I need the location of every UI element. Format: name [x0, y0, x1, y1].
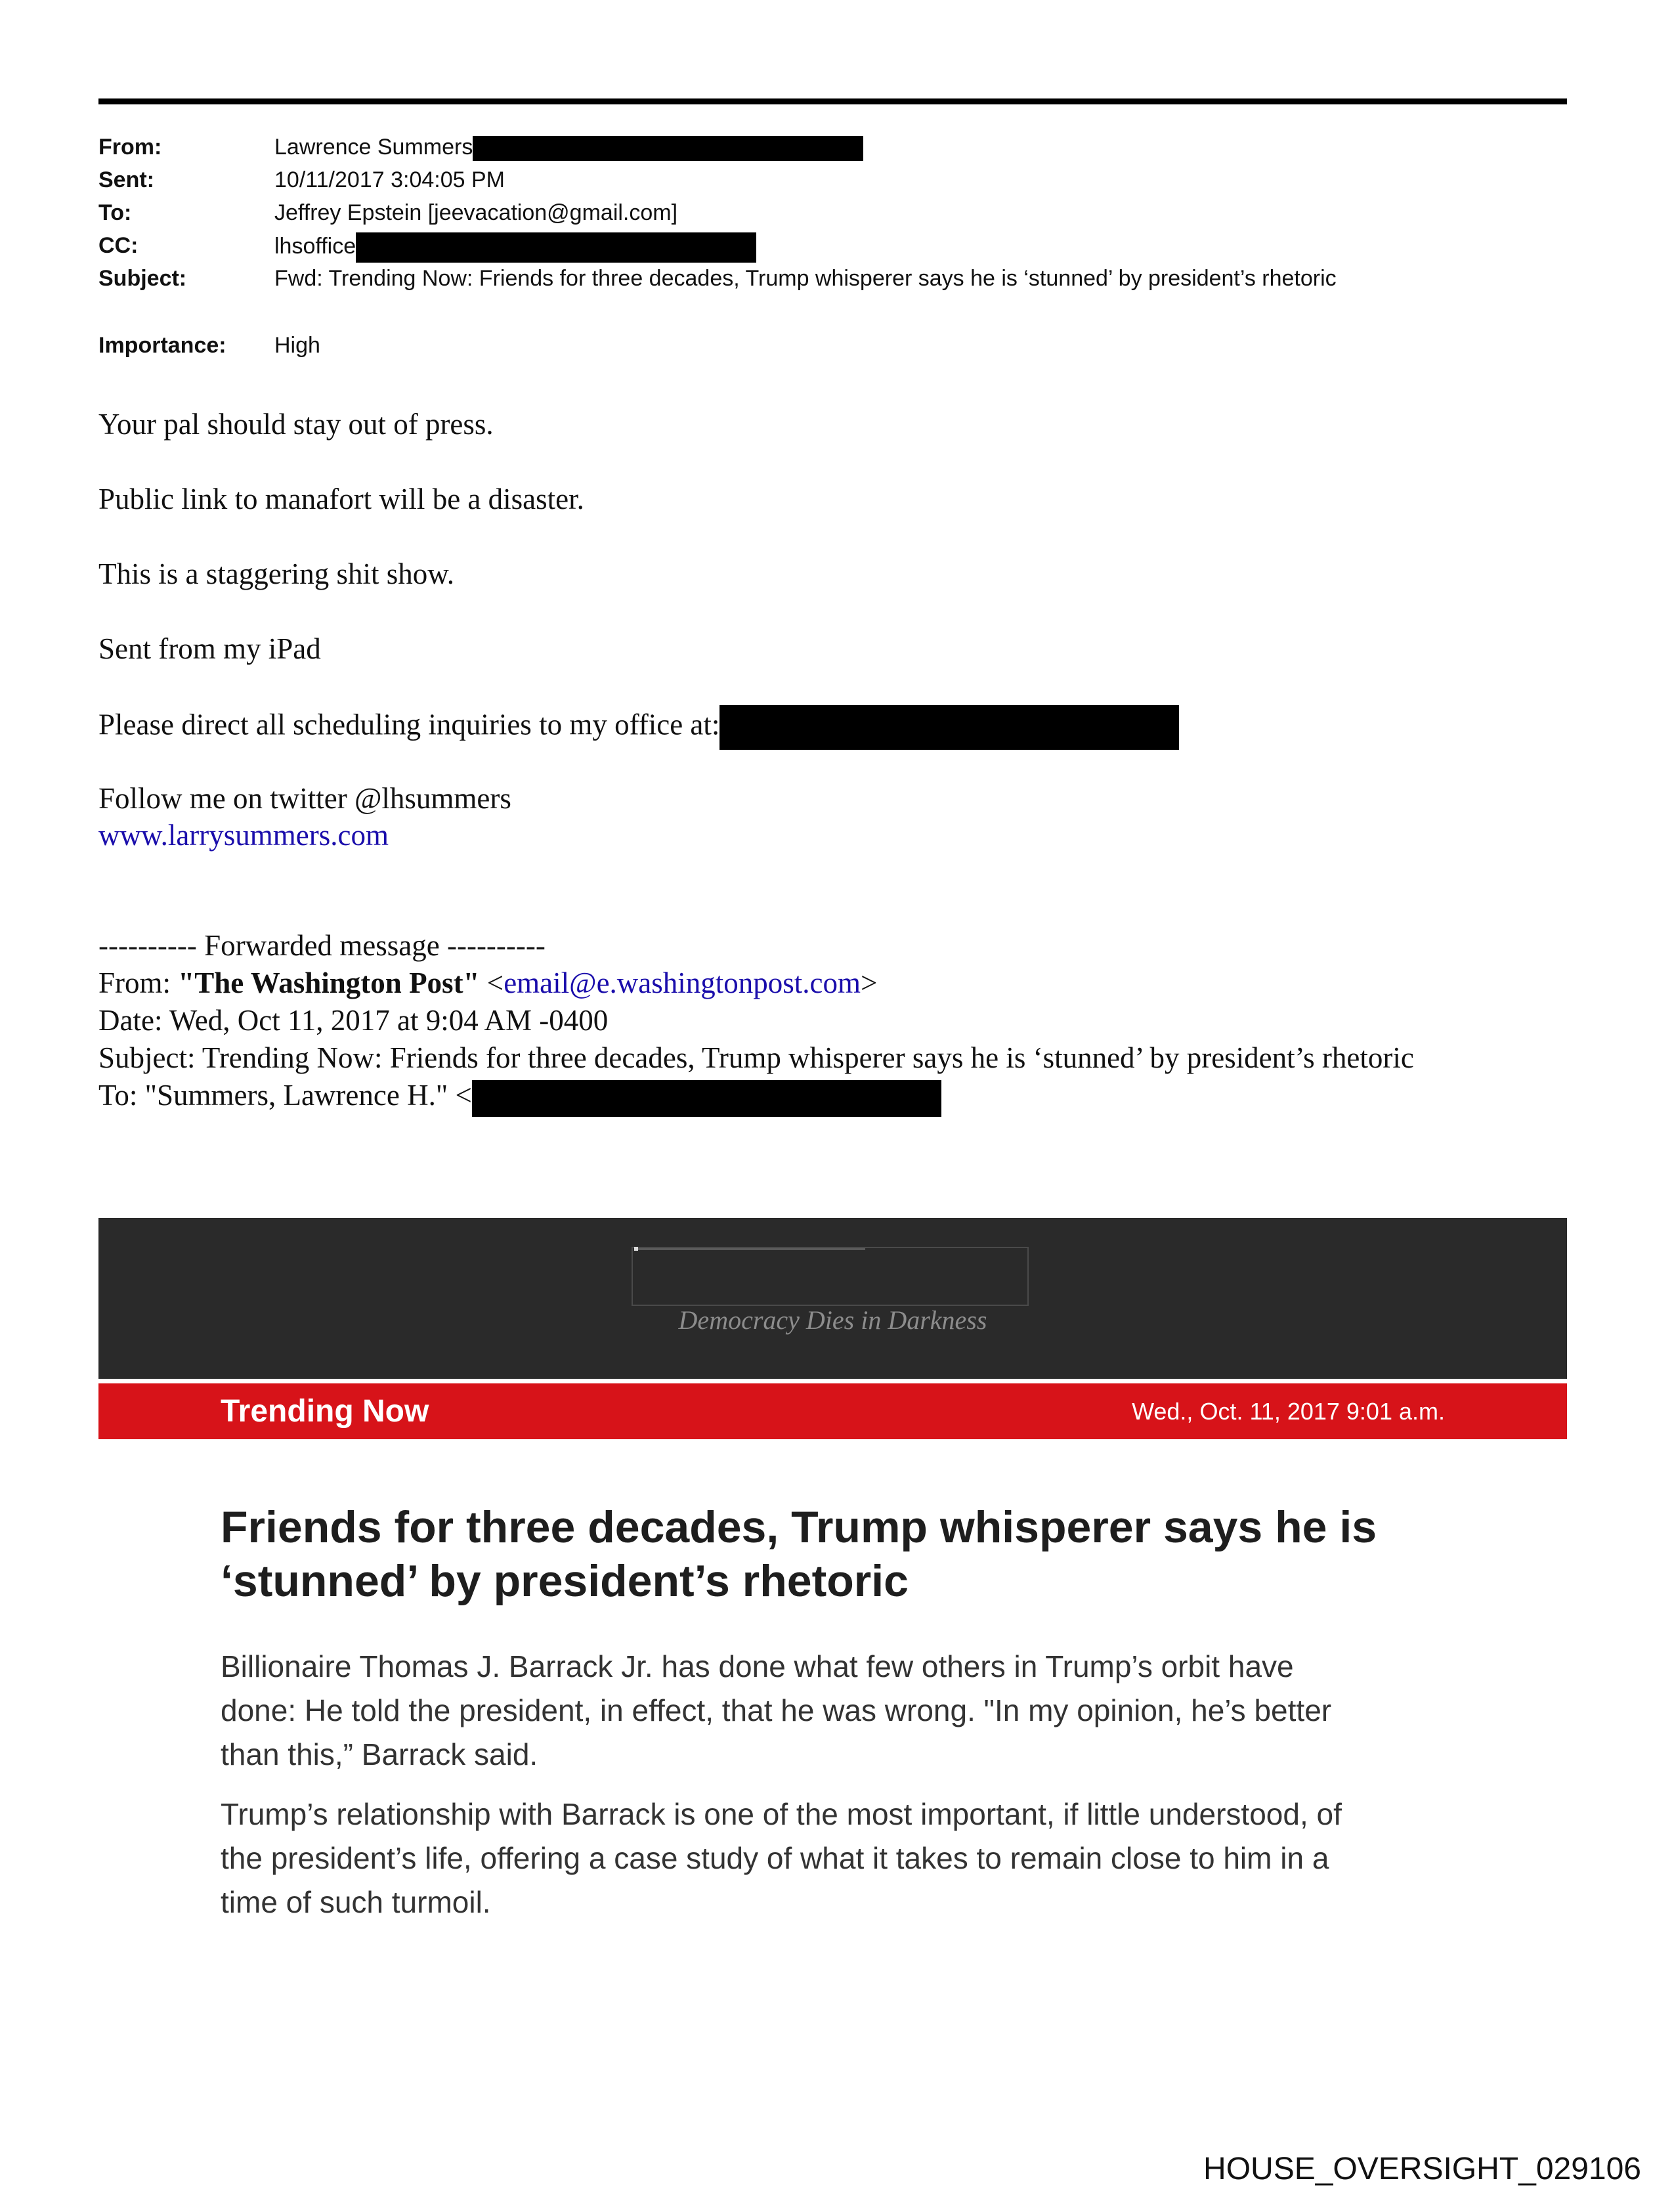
from-name: Lawrence Summers — [274, 135, 473, 160]
forward-to — [98, 1077, 1414, 1114]
paragraph-line: time of such turmoil. — [221, 1885, 491, 1919]
subject-value: Fwd: Trending Now: Friends for three decades, Trump whisperer says he is ‘stunned’ by president’s rhetoric — [274, 266, 1337, 291]
importance-value: High — [274, 333, 320, 358]
masthead-tagline: Democracy Dies in Darkness — [678, 1305, 987, 1335]
forward-bracket: > — [861, 966, 878, 999]
logo-image-line — [635, 1248, 865, 1250]
scheduling-text: Please direct all scheduling inquiries to my office at: — [98, 708, 720, 741]
section-title: Trending Now — [221, 1394, 429, 1429]
paragraph-line: Trump’s relationship with Barrack is one of the most important, if little understood, of — [221, 1797, 1342, 1831]
forward-divider: ---------- Forwarded message ---------- — [98, 929, 546, 962]
sent-value: 10/11/2017 3:04:05 PM — [274, 167, 505, 192]
headline-line: Friends for three decades, Trump whisperer says he is — [221, 1502, 1377, 1552]
from-label: From: — [98, 135, 162, 160]
cc-value — [274, 232, 756, 263]
redaction-box — [473, 136, 863, 161]
newsletter-masthead — [98, 1218, 1567, 1379]
importance-label: Importance: — [98, 333, 226, 358]
headline-line: ‘stunned’ by president’s rhetoric — [221, 1556, 909, 1606]
website-link[interactable]: www.larrysummers.com — [98, 819, 389, 852]
forward-from-name: "The Washington Post" — [178, 966, 480, 999]
masthead-divider — [98, 1379, 1567, 1383]
forward-bracket: < — [479, 966, 504, 999]
redaction-box — [472, 1080, 941, 1117]
signature-sent-from: Sent from my iPad — [98, 632, 321, 665]
paragraph-line: than this,” Barrack said. — [221, 1737, 538, 1771]
cc-label: CC: — [98, 233, 139, 258]
article-paragraph — [221, 1645, 1468, 1777]
trending-now-bar — [98, 1383, 1567, 1439]
from-value — [274, 134, 863, 161]
bates-number: HOUSE_OVERSIGHT_029106 — [1203, 2152, 1641, 2186]
message-line: Your pal should stay out of press. — [98, 408, 494, 441]
forward-from — [98, 965, 1414, 1002]
forward-from-prefix: From: — [98, 966, 179, 999]
header-rule — [98, 98, 1567, 104]
forwarded-message-header — [98, 927, 1414, 1114]
redaction-box — [719, 705, 1179, 750]
sent-label: Sent: — [98, 167, 154, 192]
forward-to-text: To: "Summers, Lawrence H." < — [98, 1079, 472, 1112]
signature-twitter: Follow me on twitter @lhsummers — [98, 782, 511, 815]
paragraph-line: the president’s life, offering a case study of what it takes to remain close to him in a — [221, 1841, 1329, 1875]
forward-from-email-link[interactable]: email@e.washingtonpost.com — [504, 966, 861, 999]
logo-image-placeholder — [632, 1247, 1029, 1306]
logo-image-dot — [634, 1247, 638, 1251]
message-line: Public link to manafort will be a disaster. — [98, 483, 584, 515]
paragraph-line: Billionaire Thomas J. Barrack Jr. has done what few others in Trump’s orbit have — [221, 1649, 1294, 1683]
article-headline-link[interactable] — [221, 1500, 1468, 1608]
signature-scheduling — [98, 705, 1179, 750]
to-value: Jeffrey Epstein [jeevacation@gmail.com] — [274, 200, 678, 225]
section-date: Wed., Oct. 11, 2017 9:01 a.m. — [1132, 1398, 1445, 1425]
forward-date: Date: Wed, Oct 11, 2017 at 9:04 AM -0400 — [98, 1004, 609, 1037]
redaction-box — [356, 232, 756, 263]
paragraph-line: done: He told the president, in effect, that he was wrong. "In my opinion, he’s better — [221, 1693, 1332, 1727]
forward-subject: Subject: Trending Now: Friends for three decades, Trump whisperer says he is ‘stunned’ by president’s rhetoric — [98, 1041, 1414, 1074]
to-label: To: — [98, 200, 132, 225]
cc-name: lhsoffice — [274, 233, 356, 259]
message-line: This is a staggering shit show. — [98, 557, 455, 590]
subject-label: Subject: — [98, 266, 187, 291]
article-paragraph — [221, 1792, 1468, 1924]
